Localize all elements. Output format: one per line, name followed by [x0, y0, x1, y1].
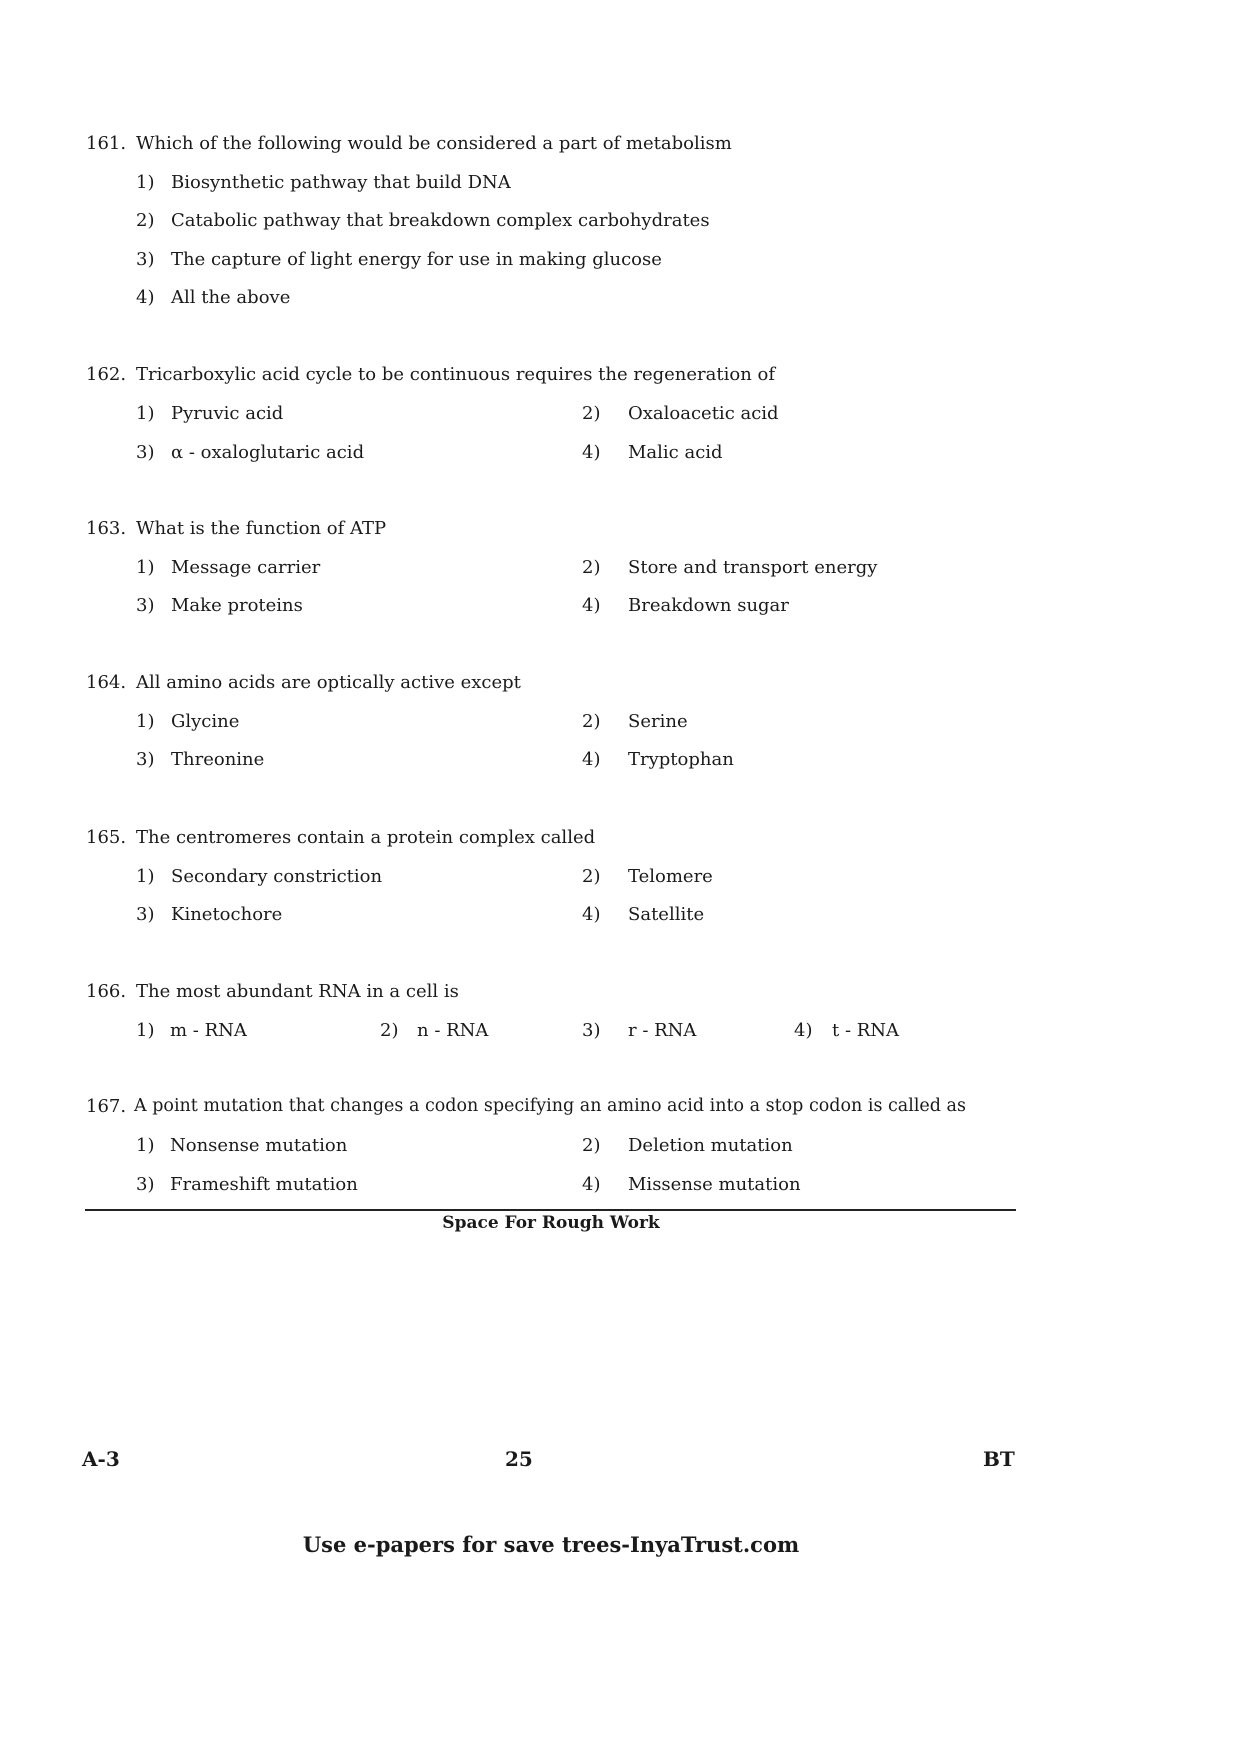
option-number: 1) [136, 711, 155, 732]
option-text: n - RNA [417, 1020, 489, 1041]
option-number: 1) [136, 1135, 155, 1156]
option-text: All the above [171, 287, 291, 308]
option-text: Tryptophan [628, 749, 734, 770]
option-text: m - RNA [170, 1020, 247, 1041]
option-number: 3) [136, 442, 155, 463]
option-text: Secondary constriction [171, 866, 383, 887]
question-number: 167. [86, 1096, 127, 1117]
option-number: 3) [136, 749, 155, 770]
option-number: 3) [136, 249, 155, 270]
option-text: Malic acid [628, 442, 723, 463]
option-text: Telomere [628, 866, 713, 887]
option-text: Make proteins [171, 595, 303, 616]
option-text: Nonsense mutation [170, 1135, 348, 1156]
rough-work-heading: Space For Rough Work [442, 1213, 660, 1233]
option-text: Message carrier [171, 557, 321, 578]
option-text: Kinetochore [171, 904, 283, 925]
question-text: The most abundant RNA in a cell is [136, 981, 459, 1002]
option-number: 3) [136, 904, 155, 925]
option-number: 4) [582, 1174, 601, 1195]
option-text: Threonine [171, 749, 265, 770]
question-number: 163. [86, 518, 127, 539]
option-text: α - oxaloglutaric acid [171, 442, 365, 463]
option-text: Pyruvic acid [171, 403, 284, 424]
question-text: Tricarboxylic acid cycle to be continuous requires the regeneration of [136, 364, 776, 385]
option-number: 4) [136, 287, 155, 308]
option-number: 2) [582, 403, 601, 424]
option-number: 1) [136, 403, 155, 424]
option-number: 3) [136, 595, 155, 616]
option-number: 4) [582, 749, 601, 770]
question-number: 164. [86, 672, 127, 693]
option-text: Store and transport energy [628, 557, 878, 578]
option-number: 2) [582, 866, 601, 887]
option-text: Deletion mutation [628, 1135, 793, 1156]
divider-rule [85, 1209, 1016, 1211]
option-number: 1) [136, 1020, 155, 1041]
option-number: 2) [582, 557, 601, 578]
question-text: Which of the following would be considered a part of metabolism [136, 133, 732, 154]
footer-subject-code: BT [983, 1447, 1015, 1471]
option-text: Serine [628, 711, 688, 732]
footer-credit: Use e-papers for save trees-InyaTrust.com [302, 1532, 800, 1557]
option-number: 2) [136, 210, 155, 231]
option-text: t - RNA [832, 1020, 900, 1041]
question-number: 165. [86, 827, 127, 848]
option-text: Glycine [171, 711, 240, 732]
option-number: 1) [136, 172, 155, 193]
option-number: 2) [582, 1135, 601, 1156]
question-text: All amino acids are optically active except [136, 672, 521, 693]
question-text: What is the function of ATP [136, 518, 387, 539]
option-text: Oxaloacetic acid [628, 403, 779, 424]
option-text: r - RNA [628, 1020, 697, 1041]
option-text: Breakdown sugar [628, 595, 789, 616]
option-text: Satellite [628, 904, 705, 925]
option-text: Catabolic pathway that breakdown complex carbohydrates [171, 210, 710, 231]
option-number: 2) [582, 711, 601, 732]
option-number: 2) [380, 1020, 399, 1041]
question-number: 161. [86, 133, 127, 154]
option-number: 4) [794, 1020, 813, 1041]
option-number: 3) [582, 1020, 601, 1041]
option-text: Biosynthetic pathway that build DNA [171, 172, 511, 193]
question-number: 166. [86, 981, 127, 1002]
option-number: 4) [582, 595, 601, 616]
question-text: The centromeres contain a protein complex called [136, 827, 596, 848]
footer-series-code: A-3 [82, 1447, 120, 1471]
question-number: 162. [86, 364, 127, 385]
option-text: The capture of light energy for use in making glucose [171, 249, 662, 270]
option-number: 1) [136, 557, 155, 578]
footer-page-number: 25 [505, 1447, 533, 1471]
option-text: Missense mutation [628, 1174, 801, 1195]
option-number: 4) [582, 904, 601, 925]
option-number: 3) [136, 1174, 155, 1195]
option-number: 1) [136, 866, 155, 887]
question-text: A point mutation that changes a codon specifying an amino acid into a stop codon is called as [134, 1096, 966, 1116]
option-number: 4) [582, 442, 601, 463]
option-text: Frameshift mutation [170, 1174, 358, 1195]
